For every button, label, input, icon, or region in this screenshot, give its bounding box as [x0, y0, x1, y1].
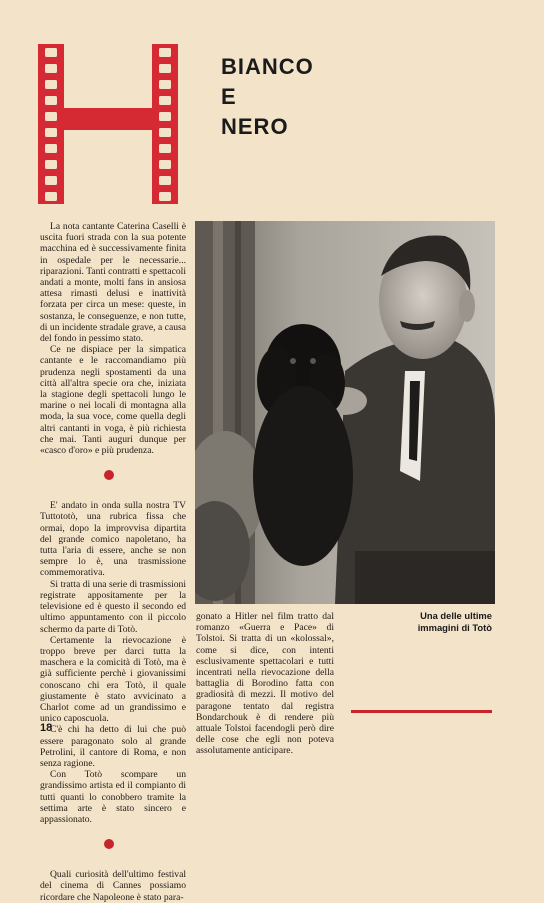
- film-perforation: [45, 176, 57, 185]
- film-perforation: [45, 144, 57, 153]
- caption-line-1: Una delle ultime: [420, 610, 492, 621]
- paragraph: Certamente la rievocazione è troppo breve per darci tutta la maschera e la comicità di Totò, ma è già sufficiente perchè i giovanissimi conoscano chi era Totò, il quale giustamente è stato avvicinato a Charlot come ad un grandissimo e unico caposcuola.: [40, 634, 186, 725]
- title-line-3: NERO: [221, 114, 289, 139]
- paragraph: C'è chi ha detto di lui che può essere paragonato solo al grande Petrolini, il cantore di Roma, e non senza ragione.: [40, 724, 186, 769]
- film-perforation: [45, 48, 57, 57]
- film-perforation: [159, 48, 171, 57]
- paragraph: Si tratta di una serie di trasmissioni registrate appositamente per la televisione ed è questo il secondo ed ultimo appuntamento con il piccolo schermo da parte di Totò.: [40, 578, 186, 635]
- film-perforation: [45, 128, 57, 137]
- film-perforation: [159, 80, 171, 89]
- film-perforation: [45, 160, 57, 169]
- paragraph: Con Totò scompare un grandissimo artista ed il compianto di tutti quanti lo conobbero tramite la settima arte è stato sincero e appassionato.: [40, 769, 186, 825]
- title-line-1: BIANCO: [221, 54, 314, 79]
- film-perforation: [159, 64, 171, 73]
- film-perforation: [45, 192, 57, 201]
- photo-man-with-poodle: [195, 221, 495, 604]
- film-perforation: [159, 176, 171, 185]
- film-perforation: [159, 192, 171, 201]
- text-column-middle: [196, 611, 334, 757]
- film-perforation: [159, 96, 171, 105]
- film-perforation: [159, 144, 171, 153]
- film-perforation: [45, 64, 57, 73]
- paragraph: E' andato in onda sulla nostra TV Tuttototò, una rubrica fissa che ormai, dopo la improvvisa dipartita del grande comico napoletano, ha tutta l'aria di essere, anche se non sempre lo è, una trasmissione commemorativa.: [40, 500, 186, 579]
- paragraph: gonato a Hitler nel film tratto dal romanzo «Guerra e Pace» di Tolstoi. Si tratta di un «kolossal», come si dice, con intenti esclusivamente spettacolari e tutti incentrati nella rievocazione della battaglia di Borodino fatta con gradiosità di mezzi. Il motivo del paragone tentato dal registra Bondarchouk è di rendere più attuale Tolstoi facendogli però dire delle cose che egli non poteva assolutamente anticipare.: [196, 611, 334, 757]
- paragraph: Ce ne dispiace per la simpatica cantante e le raccomandiamo più prudenza negli spostamenti da una città all'altra specie ora che, iniziata la stagione degli spettacoli lungo le marine o nei locali di montagna alla moda, la sua voce, come quella degli altri cantanti in voga, è più richiesta che mai. Tanti auguri dunque per «casco d'oro» e più prudenza.: [40, 344, 186, 457]
- page-number: 18: [40, 722, 53, 734]
- photo-caption: [352, 610, 492, 634]
- film-perforation: [45, 112, 57, 121]
- paragraph: Quali curiosità dell'ultimo festival del cinema di Cannes possiamo ricordare che Napoleone è stato para-: [40, 869, 186, 903]
- film-perforation: [159, 112, 171, 121]
- film-perforation: [159, 160, 171, 169]
- film-perforation: [45, 80, 57, 89]
- red-bullet-divider: [104, 839, 114, 849]
- title-line-2: E: [221, 84, 237, 109]
- article-title: [221, 52, 314, 142]
- red-bullet-divider: [104, 470, 114, 480]
- paragraph: La nota cantante Caterina Caselli è uscita fuori strada con la sua potente macchina ed è successivamente finita in ospedale per le necessarie... riparazioni. Tanti contratti e spettacoli andati a monte, molti fans in ansiosa attesa rimasti delusi e inattività forzata per circa un mese: queste, in sostanza, le conseguenze, e non tutte, di un incidente stradale grave, a causa del fondo in pessimo stato.: [40, 221, 186, 345]
- film-perforation: [45, 96, 57, 105]
- caption-line-2: immagini di Totò: [417, 622, 492, 633]
- caption-red-rule: [351, 710, 492, 713]
- film-perforation: [159, 128, 171, 137]
- film-strip-h-logo: [38, 44, 178, 204]
- text-column-left: [40, 221, 186, 903]
